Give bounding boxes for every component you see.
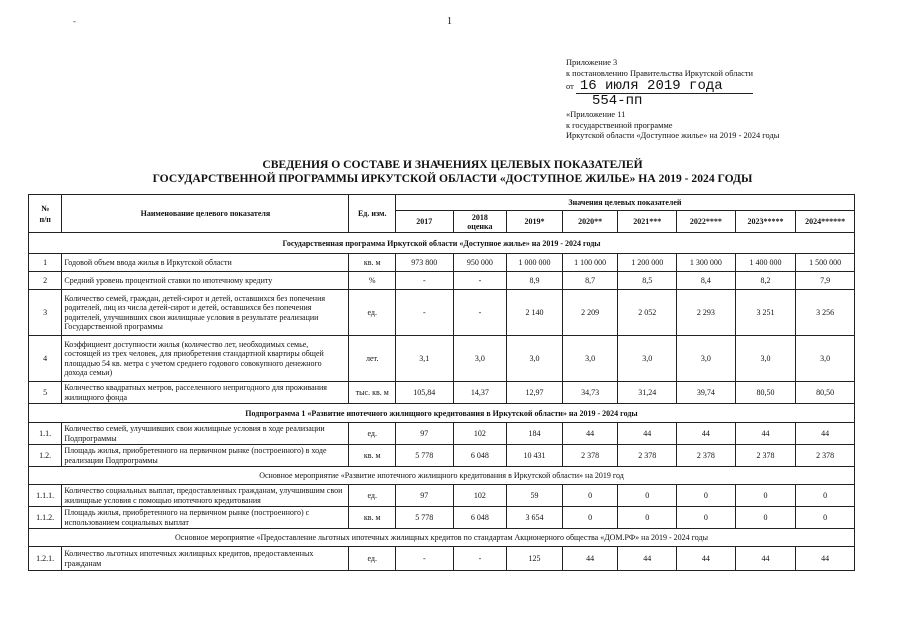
value-cell: 1 300 000 (677, 254, 736, 272)
table-row (29, 336, 855, 382)
value-cell: 2 293 (677, 290, 736, 336)
header-year: 2024****** (796, 211, 855, 233)
header-num: № п/п (29, 195, 62, 233)
value-cell: 59 (507, 485, 563, 507)
row-number: 1.2.1. (29, 547, 62, 571)
value-cell: 0 (562, 485, 618, 507)
row-number: 5 (29, 382, 62, 404)
section-row (29, 233, 855, 254)
subsection-row (29, 529, 855, 547)
value-cell: 3 251 (735, 290, 796, 336)
value-cell: 34,73 (562, 382, 618, 404)
value-cell: 80,50 (796, 382, 855, 404)
value-cell: 3,0 (562, 336, 618, 382)
document-title-line-1: СВЕДЕНИЯ О СОСТАВЕ И ЗНАЧЕНИЯХ ЦЕЛЕВЫХ ПОКАЗАТЕЛЕЙ (262, 158, 643, 171)
table-row (29, 423, 855, 445)
value-cell: - (395, 547, 453, 571)
header-unit: Ед. изм. (349, 195, 396, 233)
header-year: 2017 (395, 211, 453, 233)
value-cell: 5 778 (395, 445, 453, 467)
value-cell: 105,84 (395, 382, 453, 404)
value-cell: 97 (395, 485, 453, 507)
value-cell: 44 (618, 547, 677, 571)
indicator-name: Количество семей, граждан, детей-сирот и детей, оставшихся без попечения родителей, лиц из числа детей-сирот и детей, оставшихся без попечения родителей, улучшивших свои жилищные условия в результате реализации Государственной программы (62, 290, 349, 336)
indicator-name: Площадь жилья, приобретенного на первичном рынке (построенного) с использованием социальных выплат (62, 507, 349, 529)
value-cell: 7,9 (796, 272, 855, 290)
row-number: 1.1. (29, 423, 62, 445)
value-cell: 2 378 (562, 445, 618, 467)
table-row (29, 485, 855, 507)
value-cell: 0 (618, 507, 677, 529)
corner-mark: - (73, 16, 76, 26)
subsection-title: Основное мероприятие «Предоставление льготных ипотечных жилищных кредитов по стандартам Акционерного общества «ДОМ.РФ» на 2019 - 2024 годы (29, 529, 855, 547)
value-cell: 44 (677, 547, 736, 571)
table-row (29, 445, 855, 467)
value-cell: 12,97 (507, 382, 563, 404)
value-cell: 1 200 000 (618, 254, 677, 272)
unit: % (349, 272, 396, 290)
document-title-line-2: ГОСУДАРСТВЕННОЙ ПРОГРАММЫ ИРКУТСКОЙ ОБЛАСТИ «ДОСТУПНОЕ ЖИЛЬЕ» НА 2019 - 2024 ГОДЫ (152, 172, 753, 185)
approval-header (566, 58, 896, 142)
value-cell: - (453, 272, 507, 290)
table-row (29, 254, 855, 272)
value-cell: 44 (796, 423, 855, 445)
unit: ед. (349, 485, 396, 507)
header-date-line (566, 79, 896, 94)
value-cell: 1 400 000 (735, 254, 796, 272)
value-cell: 31,24 (618, 382, 677, 404)
header-year: 2018 оценка (453, 211, 507, 233)
value-cell: 2 378 (618, 445, 677, 467)
value-cell: 3,0 (735, 336, 796, 382)
indicators-table (28, 194, 855, 571)
header-from-label: от (566, 82, 574, 92)
section-title: Государственная программа Иркутской области «Доступное жилье» на 2019 - 2024 годы (29, 233, 855, 254)
header-indicator-name: Наименование целевого показателя (62, 195, 349, 233)
unit: кв. м (349, 507, 396, 529)
value-cell: 44 (562, 423, 618, 445)
indicator-name: Количество льготных ипотечных жилищных кредитов, предоставленных гражданам (62, 547, 349, 571)
unit: тыс. кв. м (349, 382, 396, 404)
value-cell: 14,37 (453, 382, 507, 404)
value-cell: 3,1 (395, 336, 453, 382)
value-cell: 2 052 (618, 290, 677, 336)
value-cell: 44 (618, 423, 677, 445)
value-cell: 8,5 (618, 272, 677, 290)
subsection-row (29, 467, 855, 485)
header-appendix: Приложение 3 (566, 58, 618, 67)
value-cell: 44 (735, 547, 796, 571)
value-cell: 3 256 (796, 290, 855, 336)
value-cell: 2 209 (562, 290, 618, 336)
value-cell: 6 048 (453, 507, 507, 529)
header-decree: к постановлению Правительства Иркутской области (566, 68, 754, 78)
value-cell: 6 048 (453, 445, 507, 467)
section-title: Подпрограмма 1 «Развитие ипотечного жилищного кредитования в Иркутской области» на 2019 - 2024 годы (29, 404, 855, 423)
unit: кв. м (349, 254, 396, 272)
value-cell: 44 (796, 547, 855, 571)
value-cell: 8,2 (735, 272, 796, 290)
value-cell: 44 (677, 423, 736, 445)
header-appendix-11: «Приложение 11 (566, 110, 626, 120)
value-cell: 3 654 (507, 507, 563, 529)
section-row (29, 404, 855, 423)
value-cell: 3,0 (796, 336, 855, 382)
indicator-name: Количество социальных выплат, предоставленных гражданам, улучшившим свои жилищные условия с помощью ипотечного кредитования (62, 485, 349, 507)
row-number: 4 (29, 336, 62, 382)
unit: ед. (349, 290, 396, 336)
value-cell: 125 (507, 547, 563, 571)
value-cell: 950 000 (453, 254, 507, 272)
value-cell: - (453, 547, 507, 571)
value-cell: - (453, 290, 507, 336)
table-row (29, 290, 855, 336)
value-cell: 8,7 (562, 272, 618, 290)
value-cell: 3,0 (453, 336, 507, 382)
table-row (29, 547, 855, 571)
value-cell: 1 000 000 (507, 254, 563, 272)
value-cell: 184 (507, 423, 563, 445)
row-number: 1.2. (29, 445, 62, 467)
unit: ед. (349, 423, 396, 445)
header-year: 2019* (507, 211, 563, 233)
value-cell: 0 (796, 485, 855, 507)
value-cell: 2 140 (507, 290, 563, 336)
value-cell: 3,0 (507, 336, 563, 382)
row-number: 2 (29, 272, 62, 290)
indicator-name: Площадь жилья, приобретенного на первичном рынке (построенного) в ходе реализации Подпрограммы (62, 445, 349, 467)
value-cell: 102 (453, 423, 507, 445)
value-cell: 44 (562, 547, 618, 571)
value-cell: 2 378 (677, 445, 736, 467)
value-cell: 80,50 (735, 382, 796, 404)
unit: кв. м (349, 445, 396, 467)
subsection-title: Основное мероприятие «Развитие ипотечного жилищного кредитования в Иркутской области» на 2019 год (29, 467, 855, 485)
indicator-name: Количество семей, улучшивших свои жилищные условия в ходе реализации Подпрограммы (62, 423, 349, 445)
value-cell: 10 431 (507, 445, 563, 467)
value-cell: 2 378 (735, 445, 796, 467)
handwritten-date: 16 июля 2019 года (576, 79, 753, 94)
indicator-name: Средний уровень процентной ставки по ипотечному кредиту (62, 272, 349, 290)
value-cell: 39,74 (677, 382, 736, 404)
header-program-name: Иркутской области «Доступное жилье» на 2019 - 2024 годы (566, 131, 780, 141)
header-values: Значения целевых показателей (395, 195, 854, 211)
value-cell: 5 778 (395, 507, 453, 529)
indicator-name: Коэффициент доступности жилья (количество лет, необходимых семье, состоящей из трех человек, для приобретения стандартной квартиры общей площадью 54 кв. метра с учетом среднего годового совокупного денежного дохода семьи) (62, 336, 349, 382)
value-cell: 8,9 (507, 272, 563, 290)
value-cell: 102 (453, 485, 507, 507)
table-row (29, 507, 855, 529)
table-row (29, 382, 855, 404)
header-year: 2020** (562, 211, 618, 233)
table-row (29, 272, 855, 290)
value-cell: - (395, 272, 453, 290)
indicator-name: Количество квадратных метров, расселенного непригодного для проживания жилищного фонда (62, 382, 349, 404)
value-cell: 973 800 (395, 254, 453, 272)
value-cell: 0 (735, 485, 796, 507)
value-cell: 0 (562, 507, 618, 529)
value-cell: 0 (618, 485, 677, 507)
value-cell: 8,4 (677, 272, 736, 290)
indicator-name: Годовой объем ввода жилья в Иркутской области (62, 254, 349, 272)
value-cell: 0 (796, 507, 855, 529)
value-cell: 0 (677, 485, 736, 507)
value-cell: - (395, 290, 453, 336)
value-cell: 97 (395, 423, 453, 445)
header-program-ref: к государственной программе (566, 120, 673, 130)
row-number: 1.1.1. (29, 485, 62, 507)
unit: ед. (349, 547, 396, 571)
row-number: 1.1.2. (29, 507, 62, 529)
value-cell: 0 (677, 507, 736, 529)
header-year: 2021*** (618, 211, 677, 233)
header-year: 2022**** (677, 211, 736, 233)
row-number: 1 (29, 254, 62, 272)
value-cell: 44 (735, 423, 796, 445)
handwritten-number: 554-пп (592, 93, 643, 110)
value-cell: 1 100 000 (562, 254, 618, 272)
page-number: 1 (447, 16, 452, 27)
value-cell: 3,0 (618, 336, 677, 382)
value-cell: 1 500 000 (796, 254, 855, 272)
value-cell: 0 (735, 507, 796, 529)
row-number: 3 (29, 290, 62, 336)
value-cell: 2 378 (796, 445, 855, 467)
value-cell: 3,0 (677, 336, 736, 382)
unit: лет. (349, 336, 396, 382)
header-year: 2023***** (735, 211, 796, 233)
